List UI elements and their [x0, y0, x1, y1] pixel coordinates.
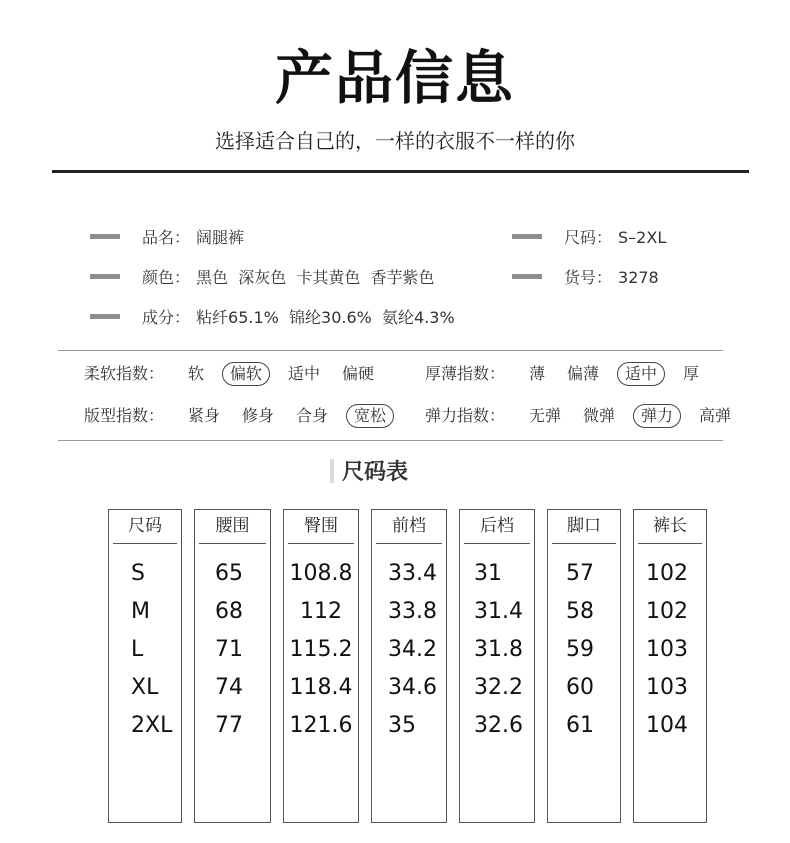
thickness-option: 薄 [529, 364, 546, 383]
size-column-header: 裤长 [638, 510, 702, 544]
info-material-value: 粘纤65.1% 锦纶30.6% 氨纶4.3% [196, 308, 455, 327]
size-column-header: 后档 [464, 510, 530, 544]
info-name-row [90, 226, 244, 250]
thickness-label: 厚薄指数： [425, 364, 506, 383]
info-name-value: 阔腿裤 [196, 228, 245, 247]
elasticity-option-selected: 弹力 [633, 404, 681, 428]
index-top-divider [58, 350, 723, 351]
size-cell: 71 [215, 637, 243, 662]
size-cell: 32.6 [474, 713, 523, 738]
size-cell: 32.2 [474, 675, 523, 700]
size-column [459, 509, 535, 823]
size-column [633, 509, 707, 823]
header-divider [52, 170, 749, 173]
size-table-title: 尺码表 [342, 460, 409, 485]
size-cell: 58 [566, 599, 594, 624]
size-column-header: 尺码 [113, 510, 177, 544]
size-cell: S [131, 561, 145, 586]
size-column-header: 臀围 [288, 510, 354, 544]
size-cell: 57 [566, 561, 594, 586]
info-itemno-label: 货号： [564, 268, 613, 287]
thickness-index [425, 360, 717, 388]
elasticity-label: 弹力指数： [425, 406, 506, 425]
elasticity-option: 高弹 [699, 406, 732, 425]
size-cell: 77 [215, 713, 243, 738]
info-material-label: 成分： [142, 308, 191, 327]
info-itemno-value: 3278 [618, 268, 659, 287]
size-cell: 103 [646, 637, 688, 662]
size-cell: 60 [566, 675, 594, 700]
size-cell: 115.2 [289, 637, 353, 662]
index-bottom-divider [58, 440, 723, 441]
size-cell: 34.2 [388, 637, 437, 662]
softness-option: 适中 [288, 364, 321, 383]
bullet-bar-icon [90, 234, 120, 239]
size-cell: 102 [646, 561, 688, 586]
size-cell: 108.8 [289, 561, 353, 586]
elasticity-index [425, 402, 749, 430]
fit-index [84, 402, 408, 430]
size-cell: 61 [566, 713, 594, 738]
info-name-label: 品名： [142, 228, 191, 247]
size-column [108, 509, 182, 823]
size-cell: 31.4 [474, 599, 523, 624]
size-column [547, 509, 621, 823]
info-color-label: 颜色： [142, 268, 191, 287]
size-column-header: 前档 [376, 510, 442, 544]
size-cell: 102 [646, 599, 688, 624]
size-table-heading [330, 458, 408, 488]
elasticity-option: 微弹 [583, 406, 616, 425]
elasticity-option: 无弹 [529, 406, 562, 425]
fit-label: 版型指数： [84, 406, 165, 425]
thickness-option: 偏薄 [567, 364, 600, 383]
size-cell: 118.4 [289, 675, 353, 700]
bullet-bar-icon [512, 274, 542, 279]
size-cell: 35 [388, 713, 416, 738]
info-size-value: S–2XL [618, 228, 667, 247]
size-cell: 103 [646, 675, 688, 700]
size-cell: M [131, 599, 150, 624]
size-cell: 74 [215, 675, 243, 700]
info-color-value: 黑色 深灰色 卡其黄色 香芋紫色 [196, 268, 435, 287]
info-color-row [90, 266, 435, 290]
size-column [194, 509, 271, 823]
bullet-bar-icon [512, 234, 542, 239]
size-cell: 104 [646, 713, 688, 738]
page-title: 产品信息 [274, 44, 515, 112]
size-cell: 65 [215, 561, 243, 586]
softness-option: 软 [188, 364, 205, 383]
fit-option-selected: 宽松 [346, 404, 394, 428]
softness-option-selected: 偏软 [222, 362, 270, 386]
size-column-header: 脚口 [552, 510, 616, 544]
size-cell: 33.8 [388, 599, 437, 624]
size-cell: L [131, 637, 144, 662]
bullet-bar-icon [90, 274, 120, 279]
info-material-row [90, 306, 455, 330]
softness-index [84, 360, 392, 388]
fit-option: 合身 [296, 406, 329, 425]
size-cell: 2XL [131, 713, 173, 738]
page-subtitle: 选择适合自己的，一样的衣服不一样的你 [215, 129, 575, 153]
size-cell: 33.4 [388, 561, 437, 586]
size-cell: 121.6 [289, 713, 353, 738]
thickness-option-selected: 适中 [617, 362, 665, 386]
size-column [283, 509, 359, 823]
size-cell: 31 [474, 561, 502, 586]
softness-label: 柔软指数： [84, 364, 165, 383]
size-cell: XL [131, 675, 159, 700]
info-itemno-row [512, 266, 659, 290]
fit-option: 紧身 [188, 406, 221, 425]
size-cell: 59 [566, 637, 594, 662]
size-cell: 112 [300, 599, 342, 624]
info-size-row [512, 226, 666, 250]
size-column-header: 腰围 [199, 510, 266, 544]
size-cell: 31.8 [474, 637, 523, 662]
size-cell: 34.6 [388, 675, 437, 700]
fit-option: 修身 [242, 406, 275, 425]
thickness-option: 厚 [683, 364, 700, 383]
softness-option: 偏硬 [342, 364, 375, 383]
bullet-bar-icon [90, 314, 120, 319]
size-cell: 68 [215, 599, 243, 624]
heading-mark-icon [330, 459, 334, 483]
size-column [371, 509, 447, 823]
info-size-label: 尺码： [564, 228, 613, 247]
